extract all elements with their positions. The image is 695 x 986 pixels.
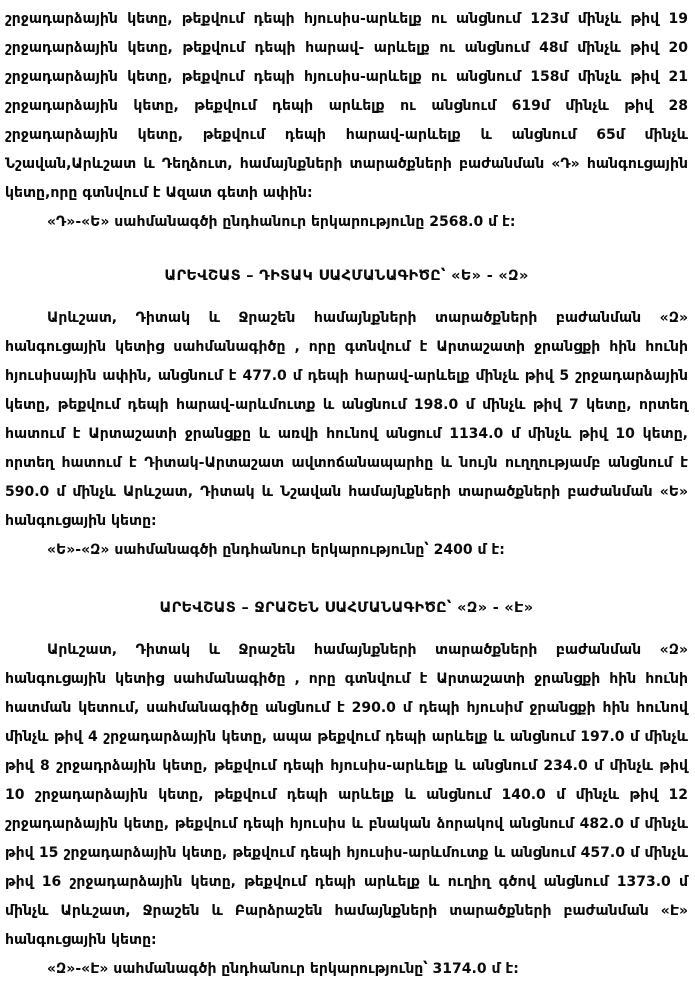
paragraph-boundary-description-d: շրջադարձային կետը, թեքվում դեպի հյուսիս-արևելք ու անցնում 123մ մինչև թիվ 19 շրջադարձային կետը, թեքվում դեպի հարավ- արևելք ու անցնում 48մ մինչև թիվ 20 շրջադարձային կետը, թեքվում դեպի հյուսիս-արևելք ու անցնում 158մ մինչև թիվ 21 շրջադարձային կետը, թեքվում դեպի արևելք ու անցնում 619մ մինչև թիվ 28 շրջադարձային կետը, թեքվում դեպի հարավ-արևելք և անցնում 65մ մինչև Նշավան,Արևշատ և Դեղձուտ, համայնքների տարածքների բաժանման «Դ» հանգուցային կետը,որը գտնվում է Ազատ գետի ափին: bbox=[5, 11, 688, 201]
summary-line-z-e-length: «Զ»-«Է» սահմանագծի ընդհանուր երկարությունը՝ 3174.0 մ է: bbox=[47, 961, 519, 977]
paragraph-boundary-description-z-e: Արևշատ, Դիտակ և Ջրաշեն համայնքների տարածքների բաժանման «Զ» հանգուցային կետից սահմանագիծը , որը գտնվում է Արտաշատի ջրանցքի հին հունի հատման կետում, սահմանագիծը անցնում է 290.0 մ դեպի հյուսիմ ջրանցքի հին հունով մինչև թիվ 4 շրջադարձային կետը, ապա թեքվում դեպի արևելք և անցնում 197.0 մ մինչև թիվ 8 շրջադրձային կետը, թեքվում դեպի հյուսիս-արևելք և անցնում 234.0 մ մինչև թիվ 10 շրջադարձային կետը, թեքվում դեպի արևելք և անցնում 140.0 մ մինչև թիվ 12 շրջադարձային կետը, թեքվում դեպի հյուսիս և բնական ձորակով անցնում 482.0 մ մինչև թիվ 15 շրջադարձային կետը, թեքվում դեպի հյուսիս-արևմուտք և անցնում 457.0 մ մինչև թիվ 16 շրջադարձային կետը, թեքվում դեպի արևելք և ուղիղ գծով անցնում 1373.0 մ մինչև Արևշատ, Ջրաշեն և Բարձրաշեն համայնքների տարածքների բաժանման «Է» հանգուցային կետը: bbox=[5, 642, 688, 948]
paragraph-boundary-description-e-z: Արևշատ, Դիտակ և Ջրաշեն համայնքների տարածքների բաժանման «Զ» հանգուցային կետից սահմանագիծը , որը գտնվում է Արտաշատի ջրանցքի հին հունի հյուսիսային ափին, անցնում է 477.0 մ դեպի հարավ-արևելք մինչև թիվ 5 շրջադարձային կետը, թեքվում դեպի հարավ-արևմուտք և անցնում 198.0 մ մինչև թիվ 7 կետը, որտեղ հատում է Արտաշատի ջրանցքը և առվի հունով անցում 1134.0 մ մինչև թիվ 10 կետը, որտեղ հատում է Դիտակ-Արտաշատ ավտոճանապարհը և նույն ուղղությամբ անցնում է 590.0 մ մինչև Արևշատ, Դիտակ և Նշավան համայնքների տարածքների բաժանման «Ե» հանգուցային կետը: bbox=[5, 310, 688, 529]
summary-line-d-e-length: «Դ»-«Ե» սահմանագծի ընդհանուր երկարությունը 2568.0 մ է: bbox=[47, 214, 516, 230]
section-heading-arevshat-jrashen: ԱՐԵՎՇԱՏ – ՋՐԱՇԵՆ ՍԱՀՄԱՆԱԳԻԾԸ՝ «Զ» - «Է» bbox=[159, 600, 534, 616]
section-heading-arevshat-ditak: ԱՐԵՎՇԱՏ – ԴԻՏԱԿ ՍԱՀՄԱՆԱԳԻԾԸ՝ «Ե» - «Զ» bbox=[164, 268, 529, 284]
summary-line-e-z-length: «Ե»-«Զ» սահմանագծի ընդհանուր երկարությունը՝ 2400 մ է: bbox=[47, 542, 505, 558]
